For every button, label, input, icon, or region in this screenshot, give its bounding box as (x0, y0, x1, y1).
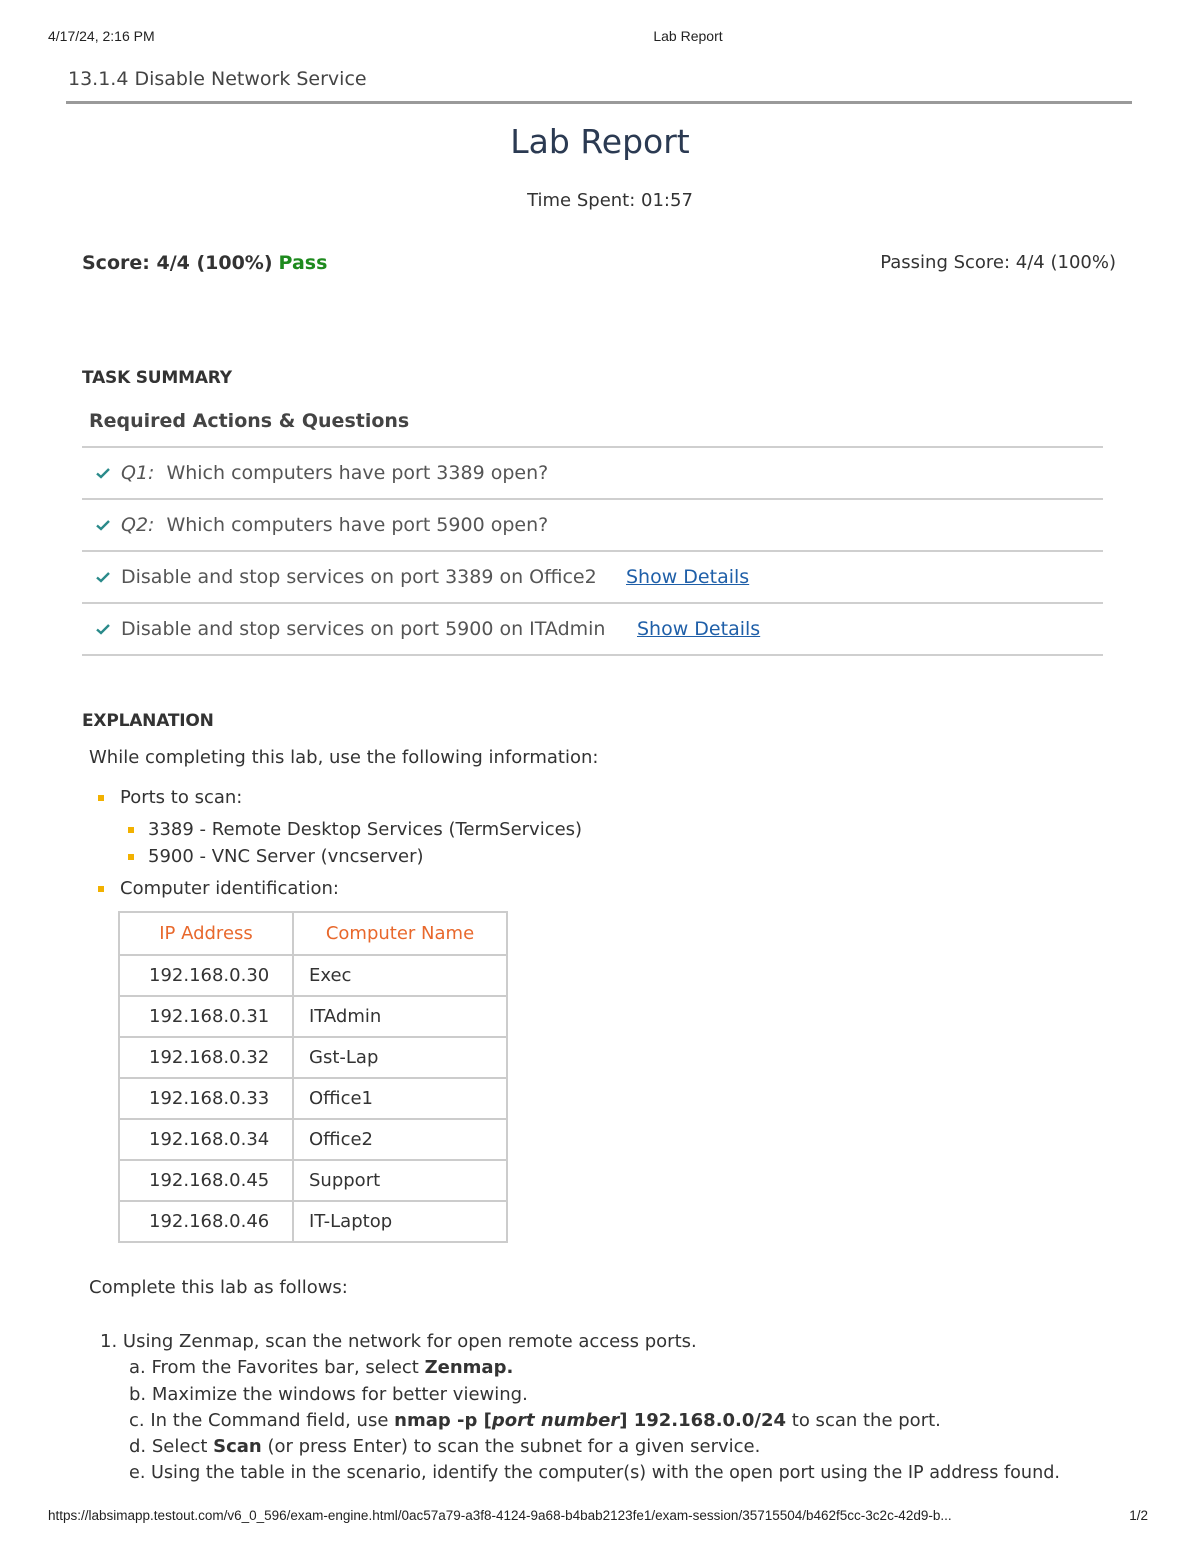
page-number: 1/2 (1129, 1508, 1148, 1523)
ip-cell: 192.168.0.46 (119, 1201, 293, 1242)
ip-cell: 192.168.0.33 (119, 1078, 293, 1119)
name-cell: Exec (293, 955, 507, 996)
print-title: Lab Report (653, 28, 723, 44)
ip-cell: 192.168.0.30 (119, 955, 293, 996)
step-1d (129, 1436, 760, 1457)
print-header (0, 28, 1200, 48)
table-row (119, 996, 507, 1037)
name-cell: IT-Laptop (293, 1201, 507, 1242)
step-text: a. From the Favorites bar, select (129, 1357, 425, 1378)
task-row-q2 (82, 498, 1103, 550)
ip-cell: 192.168.0.32 (119, 1037, 293, 1078)
step-bold-text: nmap -p [ (394, 1410, 492, 1431)
bullet-text: 3389 - Remote Desktop Services (TermServices) (148, 819, 583, 840)
bullet-icon (128, 854, 134, 860)
show-details-link[interactable]: Show Details (637, 618, 761, 640)
ip-cell: 192.168.0.45 (119, 1160, 293, 1201)
check-icon (95, 517, 111, 533)
print-datetime: 4/17/24, 2:16 PM (48, 28, 155, 44)
table-row (119, 1119, 507, 1160)
step-text: c. In the Command field, use (129, 1410, 395, 1431)
bullet-ports (98, 787, 242, 808)
passing-score: Passing Score: 4/4 (100%) (880, 252, 1116, 273)
step-1e: e. Using the table in the scenario, identify the computer(s) with the open port using the IP address found. (129, 1463, 1060, 1483)
step-text: (or press Enter) to scan the subnet for a given service. (261, 1436, 761, 1457)
show-details-link[interactable]: Show Details (626, 566, 750, 588)
bullet-port-3389 (128, 819, 582, 840)
table-row (119, 1201, 507, 1242)
explanation-intro: While completing this lab, use the following information: (89, 747, 599, 768)
table-header-row (119, 912, 507, 955)
step-bold-text: ] 192.168.0.0/24 (619, 1410, 787, 1431)
check-icon (95, 569, 111, 585)
report-heading: Lab Report (510, 122, 690, 161)
task-prefix: Q2: (121, 514, 155, 536)
name-cell: Office2 (293, 1119, 507, 1160)
table-row (119, 955, 507, 996)
required-actions-heading: Required Actions & Questions (89, 410, 410, 432)
name-cell: ITAdmin (293, 996, 507, 1037)
task-text: Which computers have port 3389 open? (166, 462, 549, 484)
task-list (82, 446, 1103, 656)
table-row (119, 1078, 507, 1119)
step-text: d. Select (129, 1436, 214, 1457)
score (82, 252, 327, 274)
column-header: Computer Name (293, 912, 507, 955)
name-cell: Gst-Lap (293, 1037, 507, 1078)
column-header: IP Address (119, 912, 293, 955)
task-text: Disable and stop services on port 5900 on ITAdmin (121, 618, 606, 640)
bullet-text: Ports to scan: (120, 787, 243, 808)
task-row-itadmin (82, 602, 1103, 656)
lab-title: 13.1.4 Disable Network Service (68, 68, 367, 90)
task-row-office2 (82, 550, 1103, 602)
bullet-icon (128, 827, 134, 833)
bullet-text: 5900 - VNC Server (vncserver) (148, 846, 424, 867)
name-cell: Office1 (293, 1078, 507, 1119)
explanation-heading: EXPLANATION (82, 711, 214, 731)
step-text: to scan the port. (786, 1410, 941, 1431)
bullet-icon (98, 795, 104, 801)
ip-cell: 192.168.0.34 (119, 1119, 293, 1160)
step-1b: b. Maximize the windows for better viewing. (129, 1384, 528, 1405)
step-1: 1. Using Zenmap, scan the network for open remote access ports. (100, 1331, 697, 1352)
score-label: Score: 4/4 (100%) (82, 252, 273, 274)
print-footer (0, 1508, 1200, 1528)
score-result: Pass (278, 252, 328, 274)
step-bold-text: Zenmap. (424, 1357, 514, 1378)
bullet-text: Computer identification: (120, 878, 339, 899)
bullet-computers (98, 878, 339, 899)
bullet-icon (98, 886, 104, 892)
task-text: Which computers have port 5900 open? (166, 514, 549, 536)
task-prefix: Q1: (121, 462, 155, 484)
step-1a (129, 1357, 513, 1378)
task-row-q1 (82, 446, 1103, 498)
complete-intro: Complete this lab as follows: (89, 1277, 348, 1298)
table-row (119, 1160, 507, 1201)
name-cell: Support (293, 1160, 507, 1201)
page-url: https://labsimapp.testout.com/v6_0_596/exam-engine.html/0ac57a79-a3f8-4124-9a68-b4bab2123fe1/exam-session/35715504/b462f5cc-3c2c-42d9-b... (48, 1508, 952, 1523)
check-icon (95, 621, 111, 637)
check-icon (95, 465, 111, 481)
bullet-port-5900 (128, 846, 424, 867)
step-bold-text: Scan (213, 1436, 262, 1457)
ip-cell: 192.168.0.31 (119, 996, 293, 1037)
table-row (119, 1037, 507, 1078)
step-italic-text: port number (491, 1410, 620, 1431)
time-spent: Time Spent: 01:57 (527, 190, 693, 211)
step-1c (129, 1410, 941, 1431)
title-divider (66, 101, 1132, 104)
computer-table (118, 911, 508, 1243)
task-summary-heading: TASK SUMMARY (82, 368, 232, 388)
task-text: Disable and stop services on port 3389 on Office2 (121, 566, 597, 588)
